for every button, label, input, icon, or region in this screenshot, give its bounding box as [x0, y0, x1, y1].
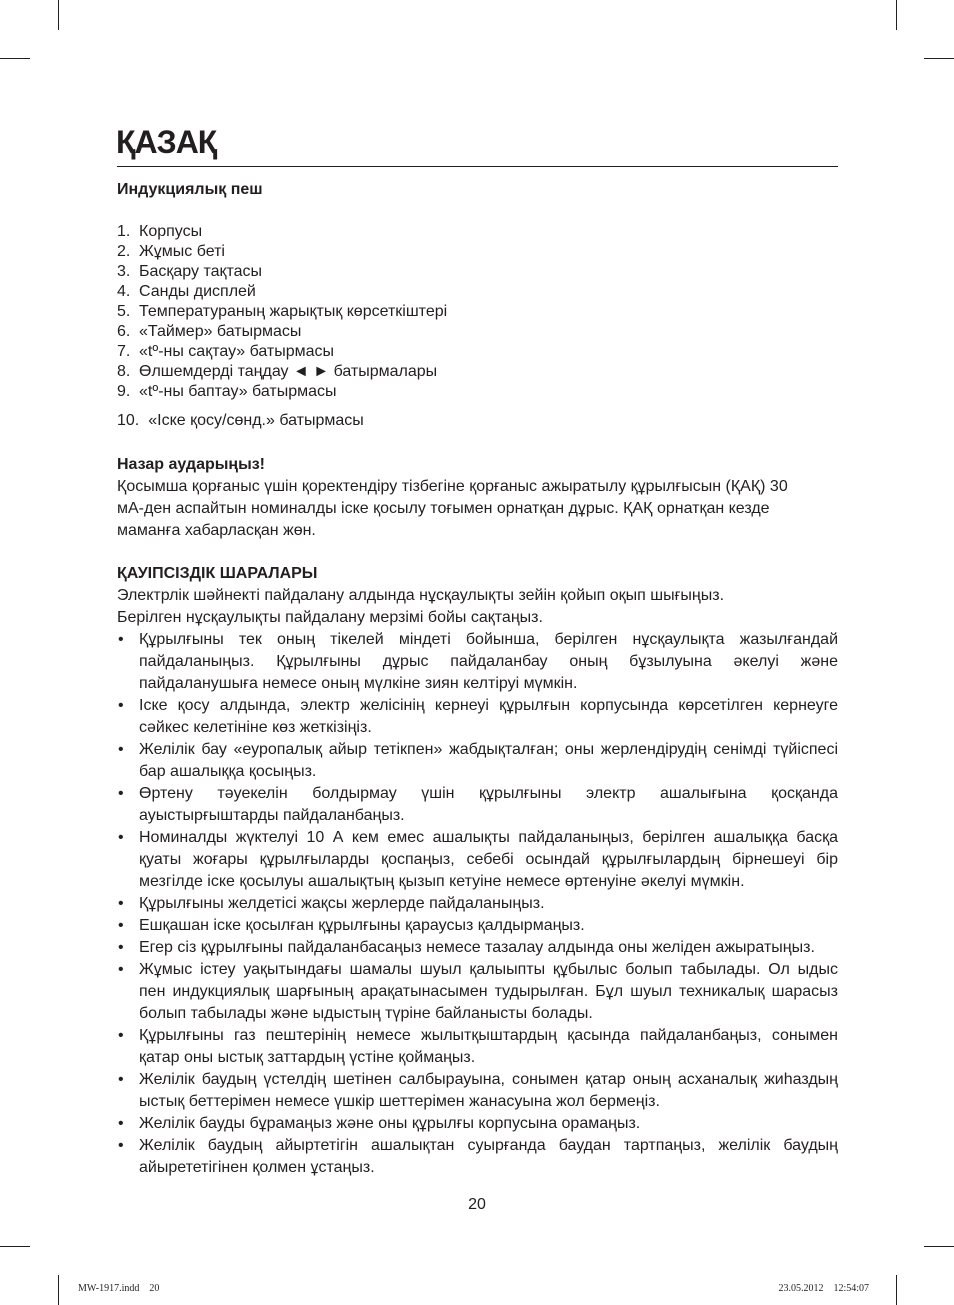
crop-mark-top-right-vertical: [896, 0, 897, 30]
list-label: «tº-ны сақтау» батырмасы: [139, 342, 335, 360]
intro-line: Берілген нұсқаулықты пайдалану мерзімі бойы сақтаңыз.: [117, 608, 543, 626]
list-item: [117, 222, 838, 242]
text-line: Өртену тәуекелін болдырмау үшін құрылғыны электр ашалығына қосқанда: [139, 784, 838, 802]
list-number: 7.: [117, 342, 131, 360]
text-line: Егер сіз құрылғыны пайдаланбасаңыз немесе тазалау алдында оны желіден ажыратыңыз.: [139, 938, 815, 956]
bullet-icon: •: [118, 1026, 124, 1044]
crop-mark-top-left-vertical: [58, 0, 59, 30]
crop-mark-top-left-horizontal: [0, 58, 30, 59]
safety-item: [117, 915, 838, 937]
safety-item: [117, 695, 838, 739]
list-item: [117, 282, 838, 302]
list-item: [117, 342, 838, 362]
text-line: Іске қосу алдында, электр желісінің кернеуі құрылғын корпусында көрсетілген кернеуге: [139, 696, 838, 714]
text-line: пен индукциялық шарғының арақатынасымен тудырылған. Бұл шуыл техникалық шарасыз: [139, 982, 838, 1000]
list-label: Температураның жарықтық көрсеткіштері: [139, 302, 448, 320]
bullet-icon: •: [118, 828, 124, 846]
text-line: Жұмыс істеу уақытындағы шамалы шуыл қалыыпты құбылыс болып табылады. Ол ыдыс: [139, 960, 838, 978]
crop-mark-bottom-left-vertical: [58, 1275, 59, 1305]
text-line: Құрылғыны тек оның тікелей міндеті бойынша, берілген нұсқаулықта жазылғандай: [139, 630, 838, 648]
bullet-icon: •: [118, 630, 124, 648]
text-line: Ешқашан іске қосылған құрылғыны қараусыз қалдырмаңыз.: [139, 916, 585, 934]
title-divider: [117, 166, 838, 167]
text-line: болып табылады және ыдыстың түріне байланысты болады.: [139, 1004, 593, 1022]
list-label: Корпусы: [139, 222, 203, 240]
list-item: [117, 411, 364, 431]
list-item: [117, 322, 838, 342]
list-number: 2.: [117, 242, 131, 260]
safety-item: [117, 1069, 838, 1113]
text-line: пайдаланыңыз. Құрылғыны дұрыс пайдаланбау оның бұзылуына әкелуі және: [139, 652, 838, 670]
safety-item: [117, 629, 838, 695]
notice-heading: Назар аударыңыз!: [117, 455, 266, 473]
text-line: Құрылғыны желдетісі жақсы жерлерде пайдаланыңыз.: [139, 894, 545, 912]
text-line: қуаты жоғары құрылғыларды қоспаңыз, себебі осындай құрылғылардың бірнешеуі бір: [139, 850, 838, 868]
bullet-icon: •: [118, 1114, 124, 1132]
crop-mark-bottom-left-horizontal: [0, 1246, 30, 1247]
parts-list: [117, 222, 838, 402]
text-line: Желілік бау «еуропалық айыр тетікпен» жабдықталған; оны жерлендірудің сенімді түйіспесі: [139, 740, 838, 758]
safety-item: [117, 1113, 838, 1135]
safety-section: [117, 563, 838, 1179]
list-label: Жұмыс беті: [139, 242, 225, 260]
list-number: 1.: [117, 222, 131, 240]
safety-item: [117, 739, 838, 783]
text-line: айырететігінен қолмен ұстаңыз.: [139, 1158, 375, 1176]
text-line: бар ашалыққа қосыңыз.: [139, 762, 317, 780]
bullet-icon: •: [118, 740, 124, 758]
text-line: Құрылғыны газ пештерінің немесе жылытқыштардың қасында пайдаланбаңыз, сонымен: [139, 1026, 838, 1044]
safety-heading: ҚАУІПСІЗДІК ШАРАЛАРЫ: [117, 564, 318, 582]
crop-mark-bottom-right-vertical: [896, 1275, 897, 1305]
text-line: мезгілде іске қосылуы ашалықтың қызып кетуіне немесе өртенуіне әкелуі мүмкін.: [139, 872, 745, 890]
list-item: [117, 302, 838, 322]
slug-timestamp: [778, 1283, 869, 1295]
slug-file-info: [78, 1283, 159, 1295]
safety-item: [117, 959, 838, 1025]
list-number: 3.: [117, 262, 131, 280]
text-line: ауыстырғыштарды пайдаланбаңыз.: [139, 806, 405, 824]
list-item: [117, 382, 838, 402]
list-label: Өлшемдерді таңдау ◄ ► батырмалары: [139, 362, 438, 380]
slug-date: 23.05.2012: [778, 1283, 824, 1294]
bullet-icon: •: [118, 938, 124, 956]
text-line: қатар оны ыстық заттардың үстіне қоймаңыз.: [139, 1048, 476, 1066]
list-number: 8.: [117, 362, 131, 380]
bullet-icon: •: [118, 960, 124, 978]
list-item: [117, 242, 838, 262]
text-line: ыстық беттерімен немесе үшкір шеттерімен жанасуына жол бермеңіз.: [139, 1092, 660, 1110]
list-number: 4.: [117, 282, 131, 300]
crop-mark-bottom-right-horizontal: [924, 1246, 954, 1247]
list-number: 9.: [117, 382, 131, 400]
intro-line: Электрлік шәйнекті пайдалану алдында нұсқаулықты зейін қойып оқып шығыңыз.: [117, 586, 725, 604]
list-label: «Іске қосу/сөнд.» батырмасы: [148, 411, 364, 429]
slug-time: 12:54:07: [833, 1283, 869, 1294]
safety-item: [117, 1135, 838, 1179]
list-item: [117, 262, 838, 282]
list-item: [117, 362, 838, 382]
list-label: Санды дисплей: [139, 282, 256, 300]
text-line: сәйкес келетініне көз жеткізіңіз.: [139, 718, 372, 736]
bullet-icon: •: [118, 1136, 124, 1154]
safety-item: [117, 937, 838, 959]
list-number: 10.: [117, 411, 140, 429]
safety-item: [117, 1025, 838, 1069]
bullet-icon: •: [118, 894, 124, 912]
bullet-icon: •: [118, 696, 124, 714]
safety-item: [117, 893, 838, 915]
text-line: Желілік бауды бұрамаңыз және оны құрылғы корпусына орамаңыз.: [139, 1114, 641, 1132]
bullet-icon: •: [118, 784, 124, 802]
page-number: 20: [468, 1196, 486, 1213]
text-line: Желілік баудың айыртетігін ашалықтан суырғанда баудан тартпаңыз, желілік баудың: [139, 1136, 838, 1154]
list-label: «Таймер» батырмасы: [139, 322, 302, 340]
text-line: мА-ден аспайтын номиналды іске қосылу тоғымен орнатқан дұрыс. ҚАҚ орнатқан кезде: [117, 499, 770, 517]
text-line: Номиналды жүктелуі 10 А кем емес ашалықты пайдаланыңыз, берілген ашалыққа басқа: [139, 828, 838, 846]
list-label: «tº-ны баптау» батырмасы: [139, 382, 337, 400]
list-number: 5.: [117, 302, 131, 320]
safety-item: [117, 783, 838, 827]
slug-page: 20: [149, 1283, 160, 1294]
list-number: 6.: [117, 322, 131, 340]
device-heading: Индукциялық пеш: [117, 181, 263, 198]
text-line: пайдаланушыға немесе оның мүлкіне зиян келтіруі мүмкін.: [139, 674, 578, 692]
list-label: Басқару тақтасы: [139, 262, 263, 280]
text-line: маманға хабарласқан жөн.: [117, 521, 316, 539]
text-line: Қосымша қорғаныс үшін қоректендіру тізбегіне қорғаныс ажыратылу құрылғысын (ҚАҚ) 30: [117, 477, 788, 495]
page-title: ҚАЗАҚ: [116, 124, 217, 160]
notice-section: [117, 454, 838, 542]
safety-item: [117, 827, 838, 893]
bullet-icon: •: [118, 1070, 124, 1088]
text-line: Желілік баудың үстелдің шетінен салбырауына, сонымен қатар оның асханалық жиһаздың: [139, 1070, 838, 1088]
bullet-icon: •: [118, 916, 124, 934]
slug-file-name: MW-1917.indd: [78, 1283, 140, 1294]
crop-mark-top-right-horizontal: [924, 58, 954, 59]
